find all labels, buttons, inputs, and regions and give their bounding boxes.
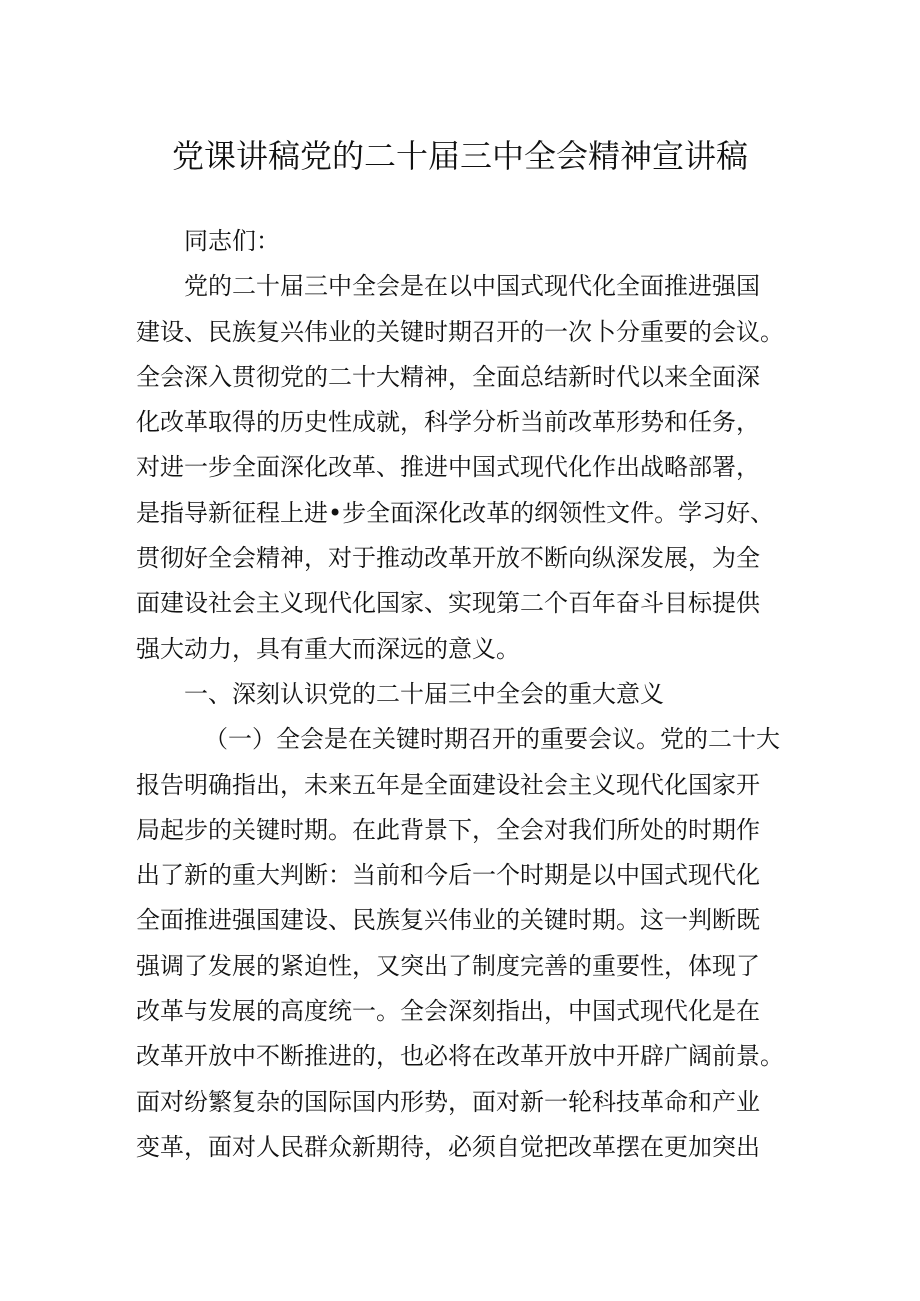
paragraph-line: 局起步的关键时期。在此背景下，全会对我们所处的时期作 — [136, 815, 760, 844]
paragraph-line: 化改革取得的历史性成就，科学分析当前改革形势和任务， — [136, 408, 760, 437]
paragraph-line: 面对纷繁复杂的国际国内形势，面对新一轮科技革命和产业 — [136, 1087, 760, 1116]
paragraph-line: 强调了发展的紧迫性，又突出了制度完善的重要性，体现了 — [136, 951, 760, 980]
paragraph-line: 改革开放中不断推进的，也必将在改革开放中开辟广阔前景。 — [136, 1042, 784, 1071]
paragraph-line: 报告明确指出，未来五年是全面建设社会主义现代化国家开 — [136, 770, 760, 799]
paragraph-line: 党的二十届三中全会是在以中国式现代化全面推进强国 — [184, 272, 760, 301]
document-body — [136, 219, 788, 1170]
paragraph-line: 贯彻好全会精神，对于推动改革开放不断向纵深发展，为全 — [136, 544, 760, 573]
paragraph-line: 是指导新征程上进•步全面深化改革的纲领性文件。学习好、 — [136, 498, 775, 527]
paragraph-line: 全面推进强国建设、民族复兴伟业的关键时期。这一判断既 — [136, 906, 760, 935]
paragraph-line: 对进一步全面深化改革、推进中国式现代化作出战略部署， — [136, 453, 760, 482]
subsection-line: （一）全会是在关键时期召开的重要会议。党的二十大 — [204, 725, 780, 754]
paragraph-line: 出了新的重大判断：当前和今后一个时期是以中国式现代化 — [136, 861, 760, 890]
paragraph-line: 强大动力，具有重大而深远的意义。 — [136, 634, 520, 663]
paragraph-line: 建设、民族复兴伟业的关键时期召开的一次卜分重要的会议。 — [136, 317, 784, 346]
paragraph-line: 全会深入贯彻党的二十大精神，全面总结新时代以来全面深 — [136, 362, 760, 391]
paragraph-line: 面建设社会主义现代化国家、实现第二个百年奋斗目标提供 — [136, 589, 760, 618]
document-title: 党课讲稿党的二十届三中全会精神宣讲稿 — [171, 137, 748, 175]
salutation-line: 同志们： — [184, 227, 280, 255]
paragraph-line: 改革与发展的高度统一。全会深刻指出，中国式现代化是在 — [136, 997, 760, 1026]
section-heading: 一、深刻认识党的二十届三中全会的重大意义 — [184, 679, 664, 708]
paragraph-line: 变革，面对人民群众新期待，必须自觉把改革摆在更加突出 — [136, 1132, 760, 1161]
